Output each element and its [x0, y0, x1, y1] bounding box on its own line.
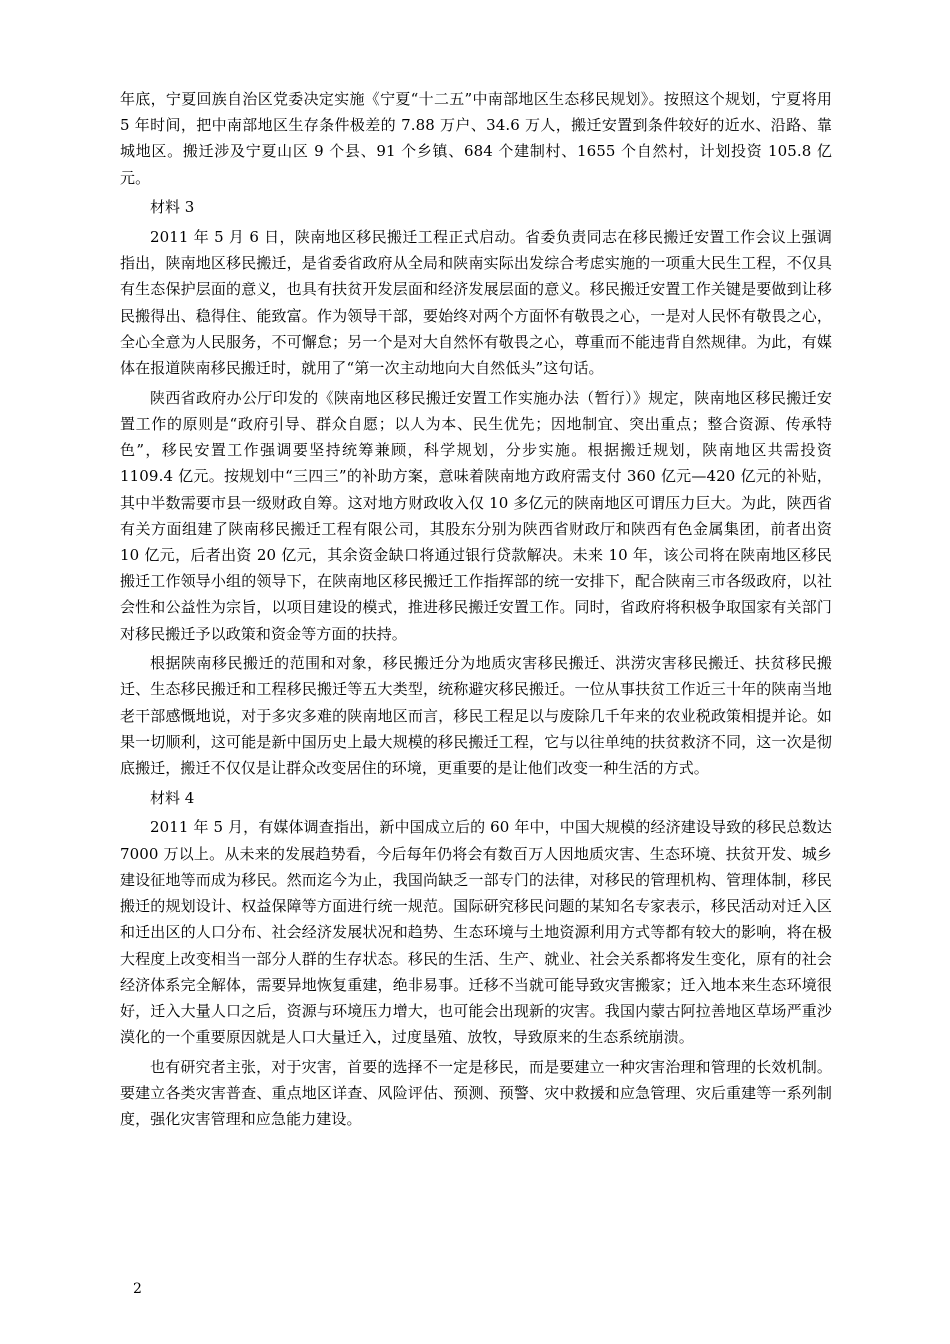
section-heading-material-4: 材料 4 — [150, 788, 195, 807]
document-body — [120, 86, 832, 1132]
page-number: 2 — [133, 1281, 142, 1297]
section-heading-material-3: 材料 3 — [150, 198, 195, 217]
paragraph-shaannan-types: 根据陕南移民搬迁的范围和对象，移民搬迁分为地质灾害移民搬迁、洪涝灾害移民搬迁、扶贫移民搬迁、生态移民搬迁和工程移民搬迁等五大类型，统称避灾移民搬迁。一位从事扶贫工作近三十年的陕南当地老干部感慨地说，对于多灾多难的陕南地区而言，移民工程足以与废除几千年来的农业税政策相提并论。如果一切顺利，这可能是新中国历史上最大规模的移民搬迁工程，它与以往单纯的扶贫救济不同，这一次是彻底搬迁，搬迁不仅仅是让群众改变居住的环境，更重要的是让他们改变一种生活的方式。 — [120, 654, 832, 778]
paragraph-disaster-mechanism: 也有研究者主张，对于灾害，首要的选择不一定是移民，而是要建立一种灾害治理和管理的长效机制。要建立各类灾害普查、重点地区详查、风险评估、预测、预警、灾中救援和应急管理、灾后重建等一系列制度，强化灾害管理和应急能力建设。 — [120, 1057, 832, 1129]
paragraph-shaannan-launch: 2011 年 5 月 6 日，陕南地区移民搬迁工程正式启动。省委负责同志在移民搬迁安置工作会议上强调指出，陕南地区移民搬迁，是省委省政府从全局和陕南实际出发综合考虑实施的一项重大民生工程，不仅具有生态保护层面的意义，也具有扶贫开发层面和经济发展层面的意义。移民搬迁安置工作关键是要做到让移民搬得出、稳得住、能致富。作为领导干部，要始终对两个方面怀有敬畏之心，一是对人民怀有敬畏之心，全心全意为人民服务，不可懈怠；另一个是对大自然怀有敬畏之心，尊重而不能违背自然规律。为此，有媒体在报道陕南移民搬迁时，就用了“第一次主动地向大自然低头”这句话。 — [120, 228, 832, 378]
paragraph-shaannan-policy: 陕西省政府办公厅印发的《陕南地区移民搬迁安置工作实施办法（暂行）》规定，陕南地区移民搬迁安置工作的原则是“政府引导、群众自愿；以人为本、民生优先；因地制宜、突出重点；整合资源、传承特色”，移民安置工作强调要坚持统筹兼顾，科学规划，分步实施。根据搬迁规划，陕南地区共需投资 1109.4 亿元。按规划中“三四三”的补助方案，意味着陕南地方政府需支付 360 亿元—420 亿元的补贴，其中半数需要市县一级财政自筹。这对地方财政收入仅 10 多亿元的陕南地区可谓压力巨大。为此，陕西省有关方面组建了陕南移民搬迁工程有限公司，其股东分别为陕西省财政厅和陕西有色金属集团，前者出资 10 亿元，后者出资 20 亿元，其余资金缺口将通过银行贷款解决。未来 10 年，该公司将在陕南地区移民搬迁工作领导小组的领导下，在陕南地区移民搬迁工作指挥部的统一安排下，配合陕南三市各级政府，以社会性和公益性为宗旨，以项目建设的模式，推进移民搬迁安置工作。同时，省政府将积极争取国家有关部门对移民搬迁予以政策和资金等方面的扶持。 — [120, 388, 832, 643]
paragraph-migration-survey: 2011 年 5 月，有媒体调查指出，新中国成立后的 60 年中，中国大规模的经济建设导致的移民总数达 7000 万以上。从未来的发展趋势看，今后每年仍将会有数百万人因地质灾害、生态环境、扶贫开发、城乡建设征地等而成为移民。然而迄今为止，我国尚缺乏一部专门的法律，对移民的管理机构、管理体制，移民搬迁的规划设计、权益保障等方面进行统一规范。国际研究移民问题的某知名专家表示，移民活动对迁入区和迁出区的人口分布、社会经济发展状况和趋势、生态环境与土地资源利用方式等都有较大的影响，将在极大程度上改变相当一部分人群的生存状态。移民的生活、生产、就业、社会关系都将发生变化，原有的社会经济体系完全解体，需要异地恢复重建，绝非易事。迁移不当就可能导致灾害搬家；迁入地本来生态环境很好，迁入大量人口之后，资源与环境压力增大，也可能会出现新的灾害。我国内蒙古阿拉善地区草场严重沙漠化的一个重要原因就是人口大量迁入，过度垦殖、放牧，导致原来的生态系统崩溃。 — [120, 818, 832, 1047]
paragraph-ningxia-plan: 年底，宁夏回族自治区党委决定实施《宁夏“十二五”中南部地区生态移民规划》。按照这个规划，宁夏将用 5 年时间，把中南部地区生存条件极差的 7.88 万户、34.6 万人，搬迁安置到条件较好的近水、沿路、靠城地区。搬迁涉及宁夏山区 9 个县、91 个乡镇、684 个建制村、1655 个自然村，计划投资 105.8 亿元。 — [120, 90, 832, 187]
